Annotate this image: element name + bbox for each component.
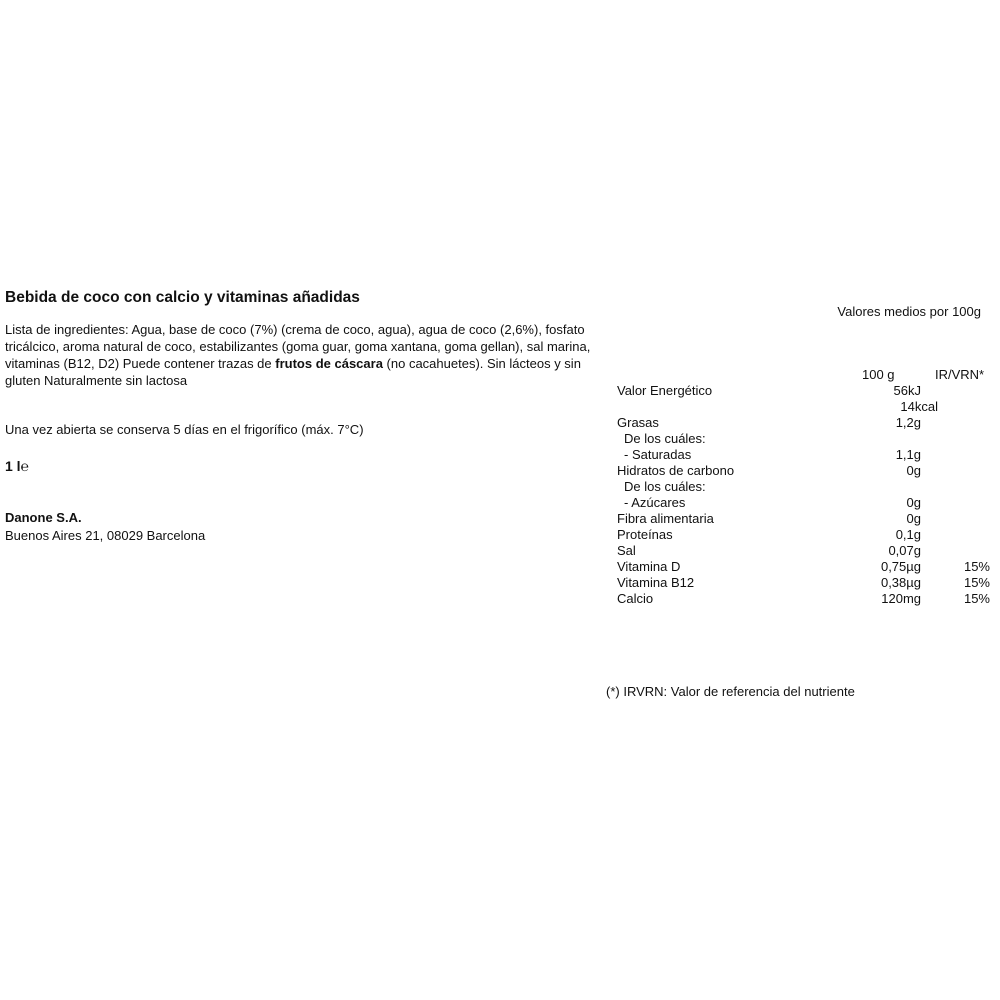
nutrition-footnote: (*) IRVRN: Valor de referencia del nutriente [606,684,855,699]
nutrition-row [615,463,992,479]
nutrient-label: Vitamina D [617,559,681,574]
nutrient-value: 1,2g [895,415,921,430]
nutrient-value: 0,1g [895,527,921,542]
nutrient-value: 0g [906,511,921,526]
nutrition-row [615,447,992,463]
nutrient-ir: 15% [963,559,990,574]
company-name: Danone S.A. [5,510,82,525]
nutrition-row [615,543,992,559]
ingredients-outro: (no cacahuetes). Sin lácteos y sin gluten Naturalmente sin lactosa [5,356,581,388]
allergen-text: frutos de cáscara [275,356,383,371]
company-address: Buenos Aires 21, 08029 Barcelona [5,528,206,543]
nutrient-value: 0,07g [888,543,921,558]
nutrient-ir: 15% [963,591,990,606]
nutrient-value: 0,75µg [880,559,921,574]
ingredients-intro: Lista de ingredientes: Agua, base de coco (7%) (crema de coco, agua), agua de coco (2,6%), fosfato tricálcico, aroma natural de coco, estabilizantes (goma guar, goma xantana, goma gellan), sal marina, vitaminas (B12, D2) Puede contener trazas de [5,322,591,371]
nutrition-row [615,575,992,591]
nutrient-label: Proteínas [617,527,673,542]
nutrition-row [615,511,992,527]
nutrient-label: Fibra alimentaria [617,511,714,526]
nutrient-ir: 15% [963,575,990,590]
nutrition-row [615,431,992,447]
nutrition-row [615,399,992,415]
nutrient-label: Grasas [617,415,659,430]
net-quantity: 1 l℮ [5,458,29,474]
nutrient-label: De los cuáles: [624,431,706,446]
nutrient-label: Sal [617,543,636,558]
nutrition-row [615,559,992,575]
nutrient-label: Valor Energético [617,383,713,398]
nutrition-row [615,591,992,607]
ingredients-list [5,321,595,389]
nutrient-value: 14kcal [900,399,938,414]
product-title: Bebida de coco con calcio y vitaminas añadidas [5,289,360,306]
nutrient-value: 120mg [881,591,921,606]
nutrient-value: 1,1g [895,447,921,462]
nutrient-value: 0g [906,463,921,478]
nutrient-label: De los cuáles: [624,479,706,494]
storage-instructions: Una vez abierta se conserva 5 días en el frigorífico (máx. 7°C) [5,422,364,437]
nutrient-value: 0,38µg [880,575,921,590]
nutrient-label: Hidratos de carbono [617,463,735,478]
nutrient-label: - Saturadas [624,447,692,462]
nutrient-label: Calcio [617,591,654,606]
nutrition-row [615,383,992,399]
nutrition-header-100g: 100 g [862,367,895,382]
nutrition-per-label: Valores medios por 100g [837,304,981,319]
nutrition-row [615,415,992,431]
nutrient-label: Vitamina B12 [617,575,695,590]
nutrition-header-ir: IR/VRN* [935,367,985,382]
nutrition-row [615,495,992,511]
nutrition-row [615,479,992,495]
nutrient-value: 0g [906,495,921,510]
nutrition-row [615,527,992,543]
nutrient-value: 56kJ [893,383,921,398]
nutrient-label: - Azúcares [624,495,686,510]
